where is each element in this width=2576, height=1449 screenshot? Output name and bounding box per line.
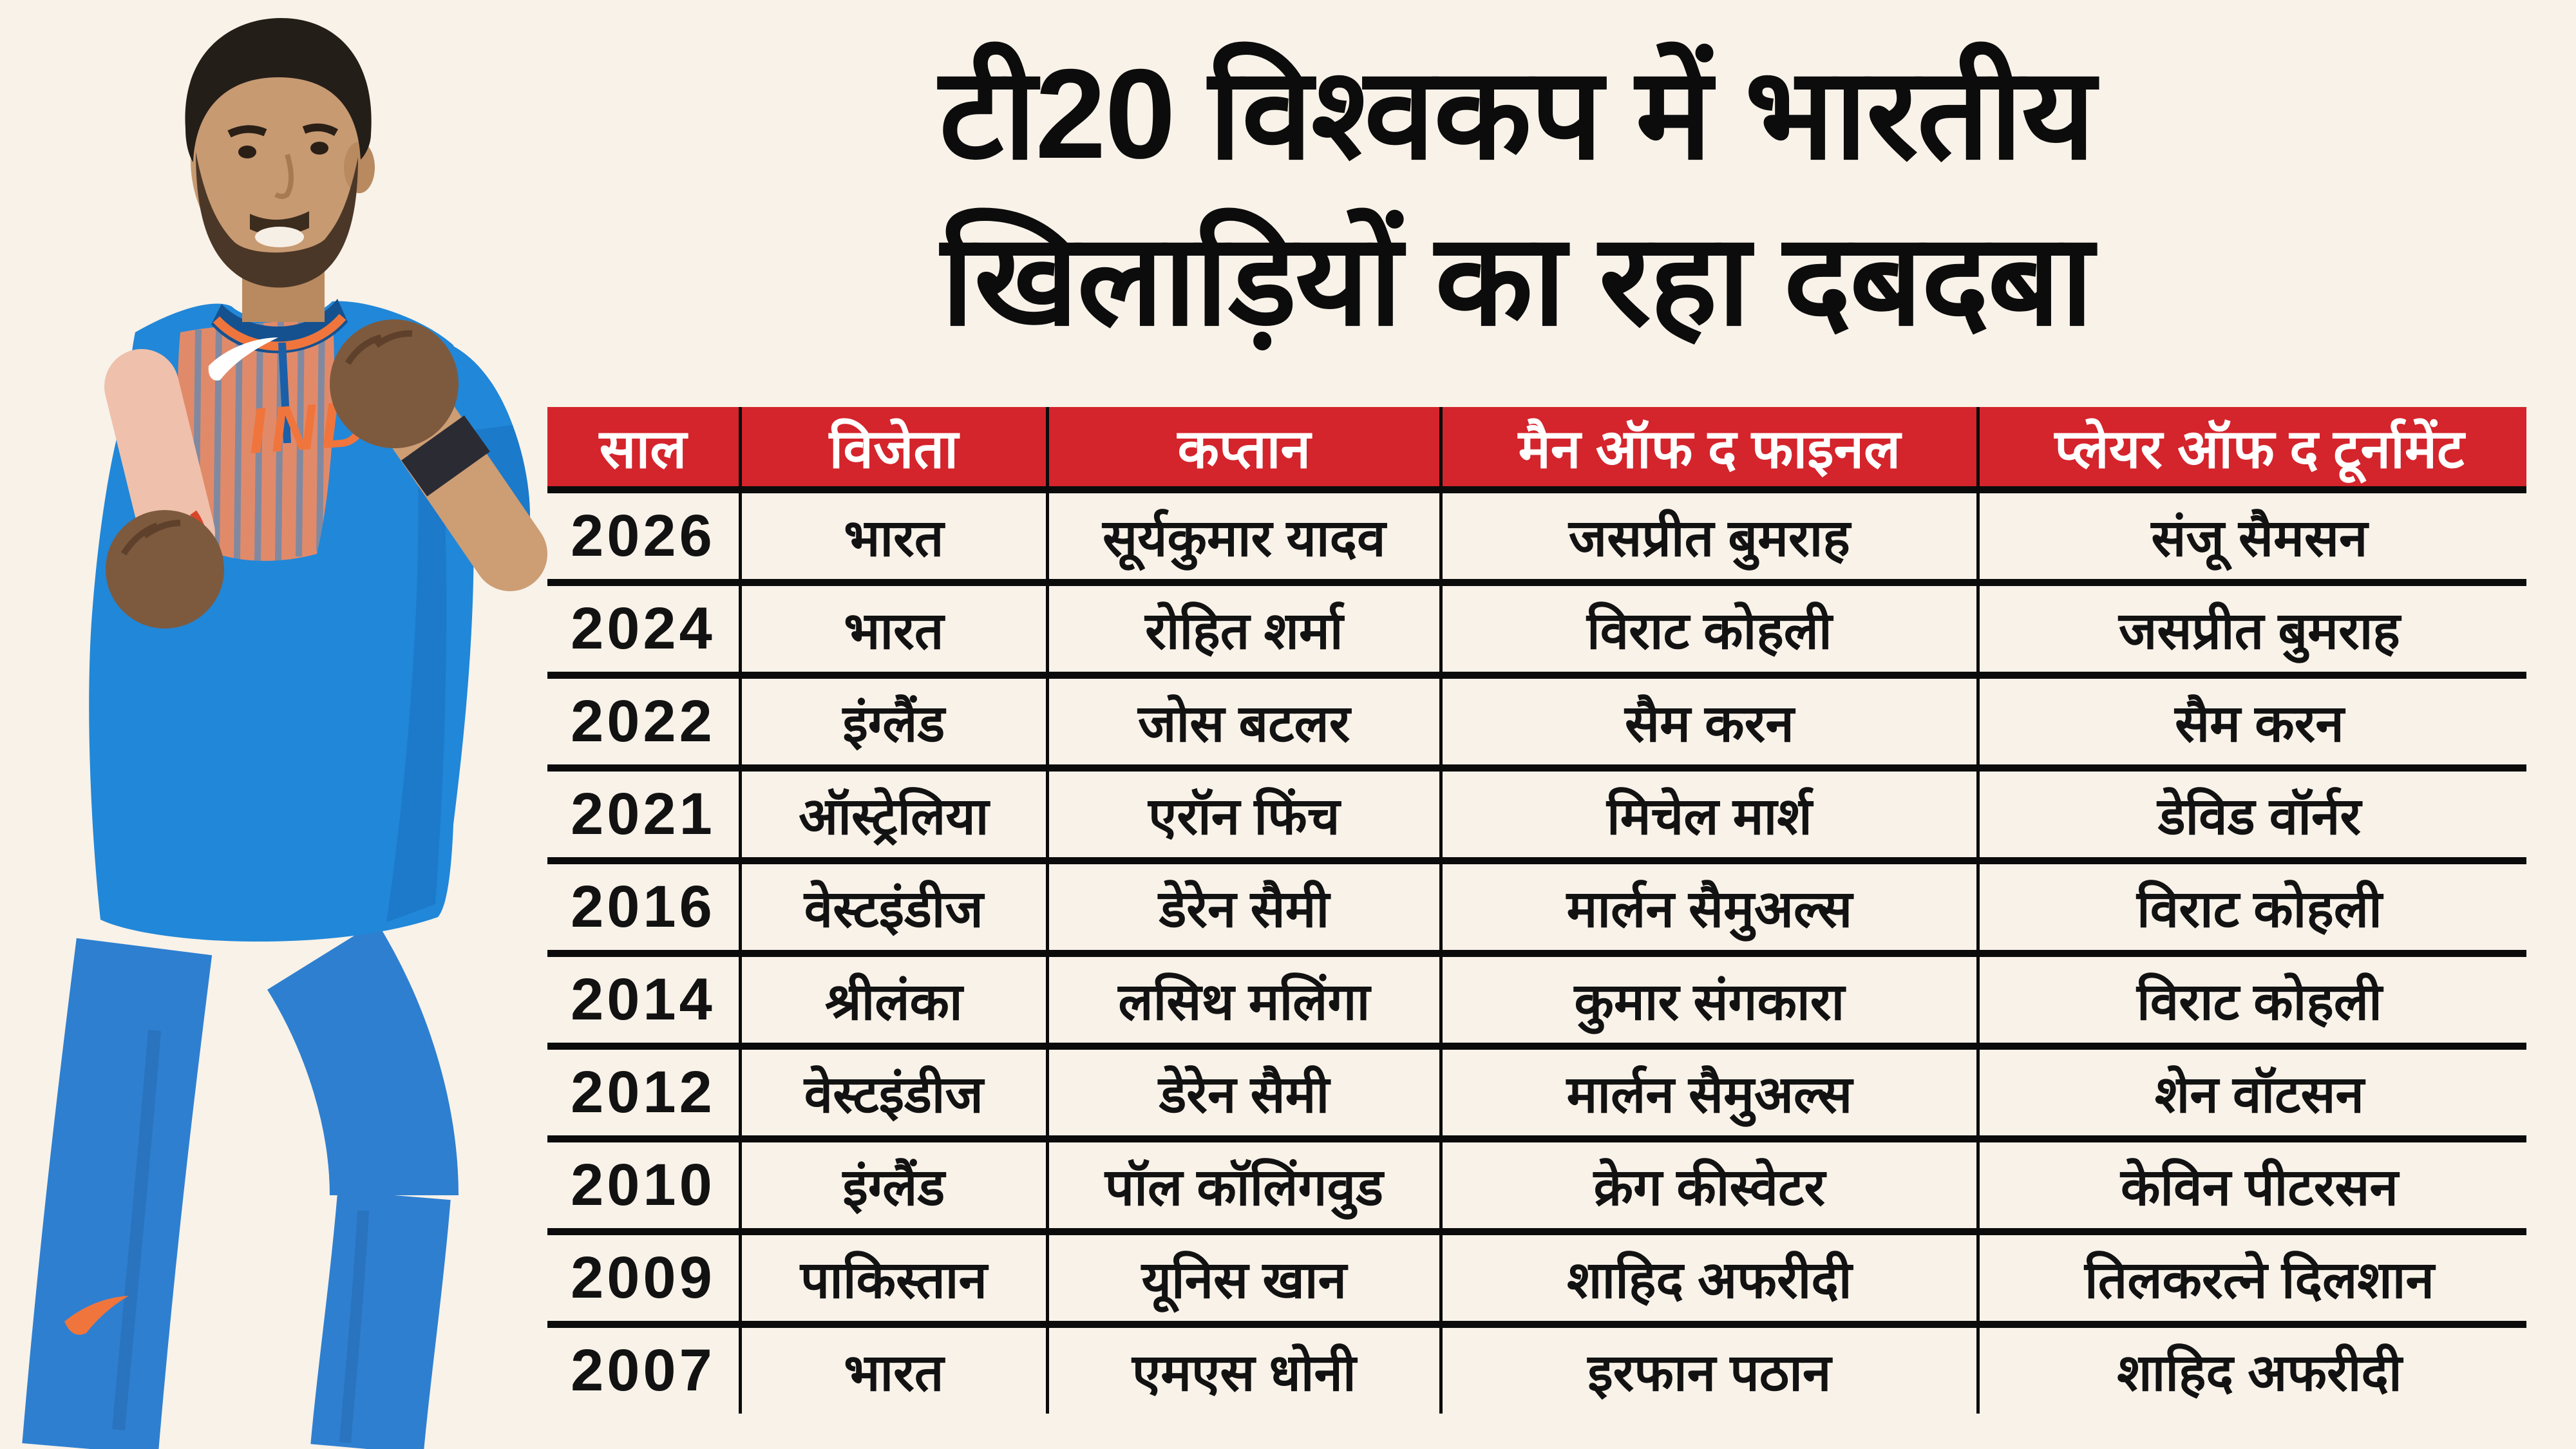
winner-cell: पाकिस्तान [739,1235,1046,1321]
header-cell-winner: विजेता [739,407,1046,486]
player-legs [64,947,394,1449]
header-cell-player-of-tournament: प्लेयर ऑफ द टूर्नामेंट [1976,407,2539,486]
player-of-tournament-cell: विराट कोहली [1976,957,2539,1043]
man-of-final-cell: सैम करन [1439,679,1976,764]
player-of-tournament-cell: डेविड वॉर्नर [1976,772,2539,857]
player-of-tournament-cell: सैम करन [1976,679,2539,764]
table-row [547,764,2526,857]
year-cell: 2007 [571,1338,715,1403]
table-row [547,1135,2526,1228]
table-row [547,1043,2526,1135]
captain-cell: डेरेन सैमी [1046,864,1439,950]
winner-cell: वेस्टइंडीज [739,864,1046,950]
captain-cell: लसिथ मलिंगा [1046,957,1439,1043]
header-cell-captain: कप्तान [1046,407,1439,486]
man-of-final-cell: जसप्रीत बुमराह [1439,493,1976,579]
player-of-tournament-cell: शेन वॉटसन [1976,1050,2539,1135]
table-body [547,486,2526,1414]
winner-cell: इंग्लैंड [739,1142,1046,1228]
table-row [547,1321,2526,1414]
player-of-tournament-cell: विराट कोहली [1976,864,2539,950]
year-cell: 2010 [571,1152,715,1218]
man-of-final-cell: विराट कोहली [1439,586,1976,672]
year-cell: 2021 [571,781,715,847]
captain-cell: जोस बटलर [1046,679,1439,764]
player-head [185,18,375,322]
header-cell-man-of-final: मैन ऑफ द फाइनल [1439,407,1976,486]
man-of-final-cell: शाहिद अफरीदी [1439,1235,1976,1321]
player-of-tournament-cell: जसप्रीत बुमराह [1976,586,2539,672]
table-row [547,579,2526,672]
man-of-final-cell: मिचेल मार्श [1439,772,1976,857]
table-row [547,672,2526,764]
winner-cell: वेस्टइंडीज [739,1050,1046,1135]
year-cell: 2016 [571,874,715,940]
man-of-final-cell: इरफान पठान [1439,1328,1976,1414]
captain-cell: डेरेन सैमी [1046,1050,1439,1135]
captain-cell: पॉल कॉलिंगवुड [1046,1142,1439,1228]
man-of-final-cell: मार्लन सैमुअल्स [1439,864,1976,950]
winner-cell: भारत [739,586,1046,672]
captain-cell: एरॉन फिंच [1046,772,1439,857]
year-cell: 2014 [571,967,715,1032]
player-of-tournament-cell: केविन पीटरसन [1976,1142,2539,1228]
man-of-final-cell: कुमार संगकारा [1439,957,1976,1043]
table-row [547,857,2526,950]
winner-cell: ऑस्ट्रेलिया [739,772,1046,857]
captain-cell: सूर्यकुमार यादव [1046,493,1439,579]
table-row [547,950,2526,1043]
table-row [547,486,2526,579]
man-of-final-cell: मार्लन सैमुअल्स [1439,1050,1976,1135]
title-line-2: खिलाड़ियों का रहा दबदबा [941,209,2092,351]
title-line-1: टी20 विश्वकप में भारतीय [939,43,2094,185]
man-of-final-cell: क्रेग कीस्वेटर [1439,1142,1976,1228]
player-of-tournament-cell: संजू सैमसन [1976,493,2539,579]
year-cell: 2024 [571,596,715,661]
player-of-tournament-cell: तिलकरत्ने दिलशान [1976,1235,2539,1321]
winner-cell: भारत [739,1328,1046,1414]
year-cell: 2009 [571,1245,715,1311]
page-title [592,31,2441,363]
year-cell: 2022 [571,688,715,754]
captain-cell: एमएस धोनी [1046,1328,1439,1414]
winner-cell: इंग्लैंड [739,679,1046,764]
results-table [547,407,2526,1414]
player-of-tournament-cell: शाहिद अफरीदी [1976,1328,2539,1414]
captain-cell: रोहित शर्मा [1046,586,1439,672]
captain-cell: यूनिस खान [1046,1235,1439,1321]
year-cell: 2026 [571,503,715,569]
header-cell-year: साल [599,419,687,479]
year-cell: 2012 [571,1059,715,1125]
winner-cell: श्रीलंका [739,957,1046,1043]
table-header-row [547,407,2526,486]
winner-cell: भारत [739,493,1046,579]
table-row [547,1228,2526,1321]
